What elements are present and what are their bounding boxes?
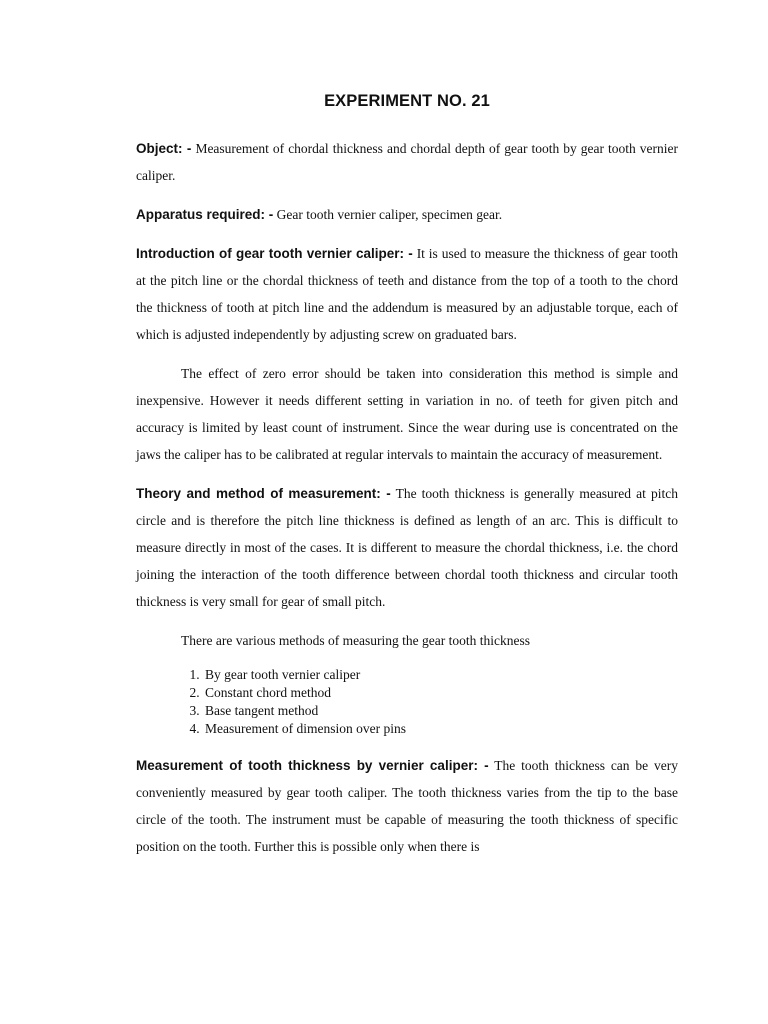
theory-heading: Theory and method of measurement: - (136, 486, 391, 501)
list-item: 2. Constant chord method (203, 684, 678, 702)
document-body (136, 92, 678, 860)
theory-text: The tooth thickness is generally measured at pitch circle and is therefore the pitch line thickness is defined as length of an arc. This is difficult to measure directly in most of the cases. It is different to measure the chordal thickness, i.e. the chord joining the interaction of the tooth difference between chordal tooth thickness and circular tooth thickness is very small for gear of small pitch. (136, 486, 678, 609)
apparatus-paragraph (136, 201, 678, 228)
list-item: 3. Base tangent method (203, 702, 678, 720)
theory-paragraph (136, 480, 678, 615)
list-item: 4. Measurement of dimension over pins (203, 720, 678, 738)
apparatus-heading: Apparatus required: - (136, 207, 274, 222)
measurement-heading: Measurement of tooth thickness by vernier caliper: - (136, 758, 489, 773)
introduction-heading: Introduction of gear tooth vernier caliper: - (136, 246, 413, 261)
object-heading: Object: - (136, 141, 192, 156)
methods-list (136, 666, 678, 738)
zero-error-paragraph: The effect of zero error should be taken into consideration this method is simple and inexpensive. However it needs different setting in variation in no. of teeth for given pitch and accuracy is limited by least count of instrument. Since the wear during use is concentrated on the jaws the caliper has to be calibrated at regular intervals to maintain the accuracy of measurement. (136, 366, 678, 462)
object-text: Measurement of chordal thickness and chordal depth of gear tooth by gear tooth vernier caliper. (136, 141, 679, 183)
object-paragraph (136, 135, 678, 189)
methods-intro: There are various methods of measuring the gear tooth thickness (181, 633, 531, 648)
measurement-paragraph (136, 752, 678, 860)
apparatus-text: Gear tooth vernier caliper, specimen gear. (276, 207, 503, 222)
measurement-text: The tooth thickness can be very conveniently measured by gear tooth caliper. The tooth thickness varies from the tip to the base circle of the tooth. The instrument must be capable of measuring the tooth thickness of specific position on the tooth. Further this is possible only when there is (136, 758, 678, 854)
page-title: EXPERIMENT NO. 21 (324, 92, 490, 110)
introduction-paragraph (136, 240, 678, 348)
list-item: 1. By gear tooth vernier caliper (203, 666, 678, 684)
introduction-text: It is used to measure the thickness of gear tooth at the pitch line or the chordal thickness of teeth and distance from the top of a tooth to the chord the thickness of tooth at pitch line and the addendum is measured by an adjustable torque, each of which is adjusted independently by adjusting screw on graduated bars. (136, 246, 679, 342)
